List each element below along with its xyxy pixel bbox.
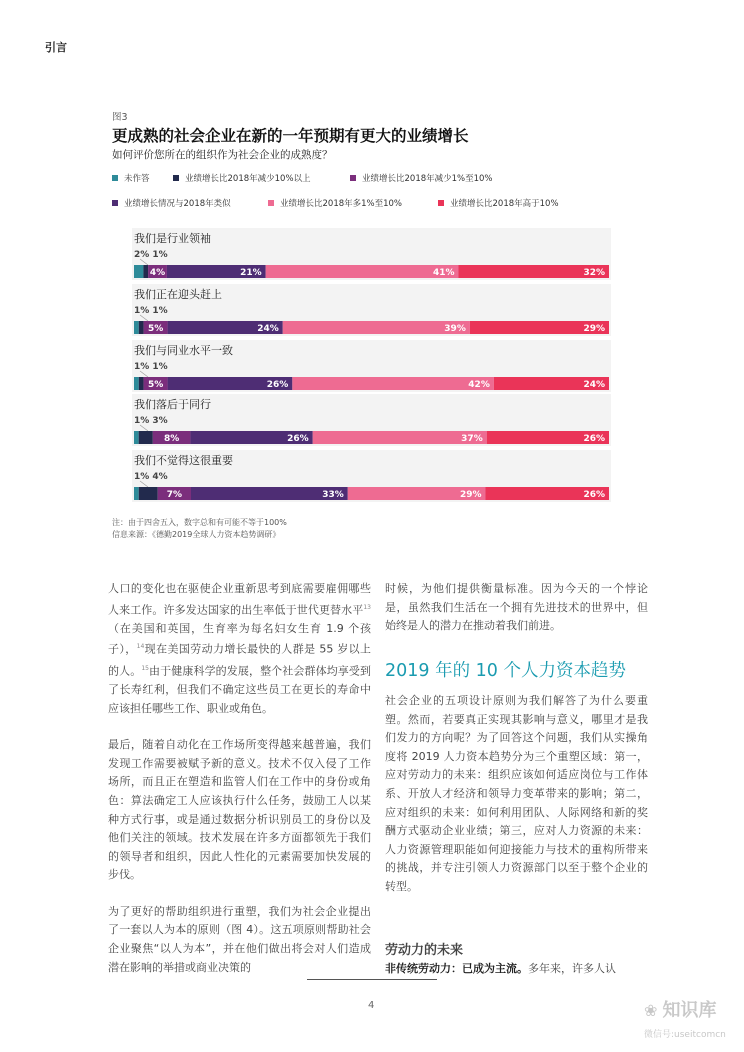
- footer-divider: [307, 979, 437, 980]
- legend-label: 业绩增长比2018年多1%至10%: [280, 199, 403, 209]
- paragraph-trends: 社会企业的五项设计原则为我们解答了为什么要重塑。然而，若要真正实现其影响与意义，哪里才是我们发力的方向呢？为了回答这个问题，我们从实操角度将 2019 人力资本趋势分为三个重塑区域：第一，应对劳动力的未来：组织应该如何适应岗位与工作体系、开放人才经济和领导力变革带来的影响；第二，应对组织的未来：如何利用团队、人际网络和新的奖酬方式驱动企业业绩；第三，应对人力资源的未来：人力资源管理职能如何迎接能力与技术的重构所带来的挑战，并专注引领人力资源部门以至于整个企业的转型。: [385, 694, 648, 893]
- category-label: 我们不觉得这很重要: [134, 454, 233, 467]
- data-label: 41%: [432, 268, 455, 278]
- bar-segment: [283, 321, 470, 334]
- data-label: 33%: [322, 490, 344, 500]
- bar-segment: [134, 321, 139, 334]
- wechat-icon: ❀: [644, 1001, 658, 1020]
- legend-label: 业绩增长情况与2018年类似: [124, 199, 231, 209]
- data-label: 26%: [266, 380, 289, 390]
- data-label: 24%: [257, 324, 279, 334]
- data-label: 7%: [166, 490, 183, 500]
- watermark-sub: 微信号:useitcomcn: [644, 1030, 726, 1040]
- data-label: 26%: [583, 434, 605, 444]
- watermark-brand: 知识库: [662, 1000, 717, 1021]
- bar-segment: [143, 265, 148, 278]
- figure-source: 信息来源：《德勤2019全球人力资本趋势调研》: [112, 530, 281, 539]
- bar-segment: [139, 321, 144, 334]
- legend-label: 业绩增长比2018年减少1%至10%: [362, 174, 493, 184]
- data-label: 26%: [287, 434, 309, 444]
- bar-segment: [134, 377, 139, 390]
- data-label: 32%: [583, 268, 605, 278]
- bar-segment: [134, 265, 143, 278]
- data-label: 8%: [163, 434, 180, 444]
- data-label: 29%: [583, 324, 605, 334]
- paragraph-principles: 为了更好的帮助组织进行重塑，我们为社会企业提出了一套以人为本的原则（图 4）。这五项原则帮助社会企业聚焦“以人为本”，并在他们做出将会对人们造成潜在影响的举措或商业决策的: [108, 904, 371, 974]
- bar-segment: [266, 265, 459, 278]
- bar-segment: [134, 431, 139, 444]
- left-column: [108, 580, 371, 995]
- small-values-label: 1% 4%: [134, 472, 168, 482]
- stacked-bar-chart: [0, 0, 744, 520]
- small-values-label: 1% 1%: [134, 306, 168, 316]
- subsection-lead: 非传统劳动力：已成为主流。多年来，许多人认: [385, 962, 616, 975]
- right-column-intro: 时候，为他们提供衡量标准。因为今天的一个悖论是，虽然我们生活在一个拥有先进技术的世界中，但始终是人的潜力在推动着我们前进。: [385, 582, 648, 633]
- bar-segment: [134, 487, 139, 500]
- data-label: 42%: [468, 380, 490, 390]
- category-label: 我们落后于同行: [134, 398, 211, 411]
- small-values-label: 2% 1%: [134, 250, 168, 260]
- page-number: 4: [368, 1000, 375, 1011]
- figure-note: 注：由于四舍五入，数字总和有可能不等于100%: [112, 518, 287, 527]
- data-label: 5%: [147, 324, 164, 334]
- data-label: 24%: [583, 380, 605, 390]
- subsection-title: 劳动力的未来: [385, 943, 464, 958]
- bar-segment: [139, 431, 153, 444]
- category-label: 我们是行业领袖: [134, 232, 211, 245]
- section-header: 引言: [45, 41, 67, 54]
- bar-segment: [139, 377, 144, 390]
- data-label: 26%: [583, 490, 605, 500]
- figure-subtitle: 如何评价您所在的组织作为社会企业的成熟度？: [112, 149, 333, 161]
- section-title: 2019 年的 10 个人力资本趋势: [385, 661, 626, 681]
- data-label: 37%: [461, 434, 483, 444]
- category-label: 我们与同业水平一致: [134, 344, 233, 357]
- category-label: 我们正在迎头赶上: [134, 288, 222, 301]
- small-values-label: 1% 3%: [134, 416, 168, 426]
- bar-segment: [139, 487, 158, 500]
- paragraph-automation: 最后，随着自动化在工作场所变得越来越普遍，我们发现工作需要被赋予新的意义。技术不仅入侵了工作场所，而且正在塑造和监管人们在工作中的身份或角色：算法确定工人应该执行什么任务，鼓励工人以某种方式行事，或是通过数据分析识别员工的身份以及他们关注的领域。技术发展在许多方面都领先于我们的领导者和组织，因此人性化的元素需要加快发展的步伐。: [108, 738, 371, 882]
- data-label: 29%: [459, 490, 482, 500]
- legend-label: 业绩增长比2018年减少10%以上: [185, 174, 311, 184]
- bar-segment: [292, 377, 494, 390]
- data-label: 39%: [444, 324, 466, 334]
- small-values-label: 1% 1%: [134, 362, 168, 372]
- data-label: 5%: [147, 380, 164, 390]
- legend-label: 业绩增长比2018年高于10%: [450, 199, 559, 209]
- data-label: 21%: [240, 268, 262, 278]
- data-label: 4%: [149, 268, 166, 278]
- paragraph-demographics: 人口的变化也在驱使企业重新思考到底需要雇佣哪些人来工作。许多发达国家的出生率低于世代更替水平$^{13}$（在美国和英国，生育率为每名妇女生育 1.9 个孩子），$^{14}$现在美国劳动力增长最快的人群是 55 岁以上的人。$^{15}$由于健康科学的发展，整个社会群体均享受到了长寿红利，但我们不确定这些员工在更长的寿命中应该担任哪些工作、职业或角色。: [108, 582, 372, 715]
- figure-number: 图3: [112, 112, 128, 123]
- figure-title: 更成熟的社会企业在新的一年预期有更大的业绩增长: [112, 127, 469, 145]
- watermark: [644, 996, 726, 1041]
- legend-label: 未作答: [124, 174, 150, 184]
